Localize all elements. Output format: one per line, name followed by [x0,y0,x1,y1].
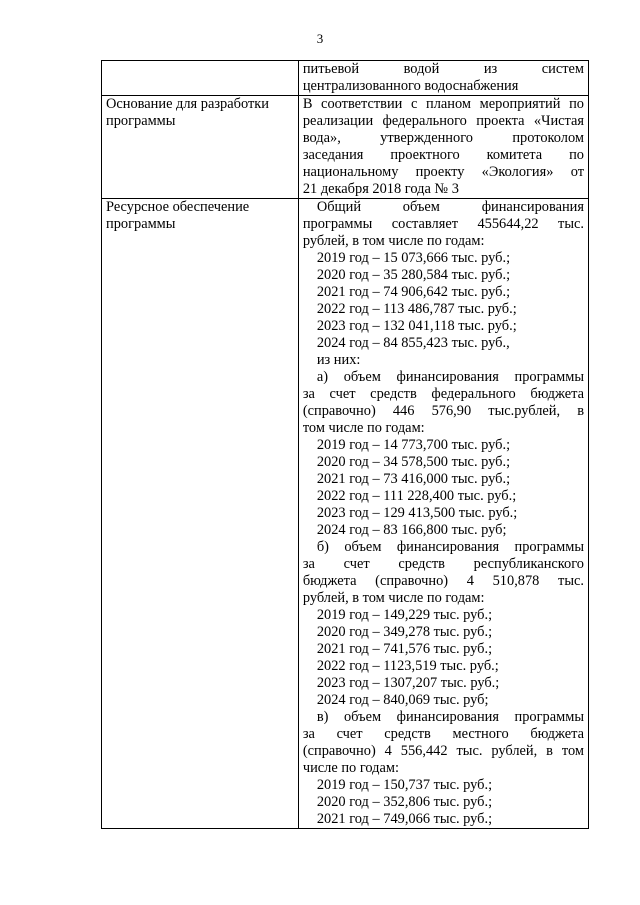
row-value-line: 2020 год – 352,806 тыс. руб.; [316,794,493,810]
row-value-line: за счет средств республиканского [302,556,584,572]
row-value-line: 2020 год – 35 280,584 тыс. руб.; [316,267,511,283]
row-value-line: (справочно) 4 556,442 тыс. рублей, в том [302,743,584,759]
row-value-line: программы составляет 455644,22 тыс. [302,216,584,232]
row-value-line: за счет средств местного бюджета [302,726,584,742]
row-value-line: В соответствии с планом мероприятий по [302,96,584,112]
row-value-line: за счет средств федерального бюджета [302,386,584,402]
row-value-line: б) объем финансирования программы [316,539,584,555]
row-value-line: в) объем финансирования программы [316,709,584,725]
row-value-line: реализации федерального проекта «Чистая [302,113,584,129]
row-value-line: 2019 год – 15 073,666 тыс. руб.; [316,250,511,266]
row-value-line: из них: [316,352,361,368]
row-value-line: 2022 год – 113 486,787 тыс. руб.; [316,301,517,317]
row-value-line: 2023 год – 132 041,118 тыс. руб.; [316,318,517,334]
table-row [102,61,589,96]
row-value-line: (справочно) 446 576,90 тыс.рублей, в [302,403,584,419]
row-value-line: 2019 год – 149,229 тыс. руб.; [316,607,493,623]
row-value-line: 2023 год – 129 413,500 тыс. руб.; [316,505,518,521]
row-value-line: питьевой водой из систем [302,61,584,77]
row-label-cell [102,199,299,829]
row-value-line: числе по годам: [302,760,399,776]
row-value-line: 2019 год – 14 773,700 тыс. руб.; [316,437,511,453]
row-value-cell [298,61,588,96]
row-value-line: 2021 год – 74 906,642 тыс. руб.; [316,284,511,300]
row-value-line: вода», утвержденного протоколом [302,130,584,146]
row-label-line: Ресурсное обеспечение [106,199,250,215]
row-value-cell [298,199,588,829]
row-value-line: а) объем финансирования программы [316,369,584,385]
row-value-line: национальному проекту «Экология» от [302,164,584,180]
row-value-line: 2023 год – 1307,207 тыс. руб.; [316,675,500,691]
row-label-line: программы [106,113,176,129]
row-value-line: 2020 год – 349,278 тыс. руб.; [316,624,493,640]
row-value-line: 2024 год – 84 855,423 тыс. руб., [316,335,510,351]
row-value-line: заседания проектного комитета по [302,147,584,163]
table-row [102,199,589,829]
row-value-line: бюджета (справочно) 4 510,878 тыс. [302,573,584,589]
row-label-line: программы [106,216,176,232]
row-value-line: централизованного водоснабжения [302,78,519,94]
row-value-line: 2019 год – 150,737 тыс. руб.; [316,777,493,793]
row-value-line: рублей, в том числе по годам: [302,590,485,606]
row-value-line: 2024 год – 83 166,800 тыс. руб; [316,522,507,538]
row-value-line: 2021 год – 741,576 тыс. руб.; [316,641,493,657]
page-number: 3 [316,31,324,46]
row-value-line: 2022 год – 111 228,400 тыс. руб.; [316,488,517,504]
row-label-cell [102,61,299,96]
row-value-line: 2020 год – 34 578,500 тыс. руб.; [316,454,511,470]
row-value-line: 2022 год – 1123,519 тыс. руб.; [316,658,499,674]
row-value-line: 2021 год – 73 416,000 тыс. руб.; [316,471,511,487]
row-value-line: 2024 год – 840,069 тыс. руб; [316,692,489,708]
row-value-line: 2021 год – 749,066 тыс. руб.; [316,811,493,827]
row-value-line: Общий объем финансирования [316,199,584,215]
passport-table [101,60,589,829]
row-value-line: 21 декабря 2018 года № 3 [302,181,459,197]
row-label-line: Основание для разработки [106,96,269,112]
table-row [102,96,589,199]
row-label-cell [102,96,299,199]
row-value-cell [298,96,588,199]
row-value-line: том числе по годам: [302,420,425,436]
row-value-line: рублей, в том числе по годам: [302,233,485,249]
